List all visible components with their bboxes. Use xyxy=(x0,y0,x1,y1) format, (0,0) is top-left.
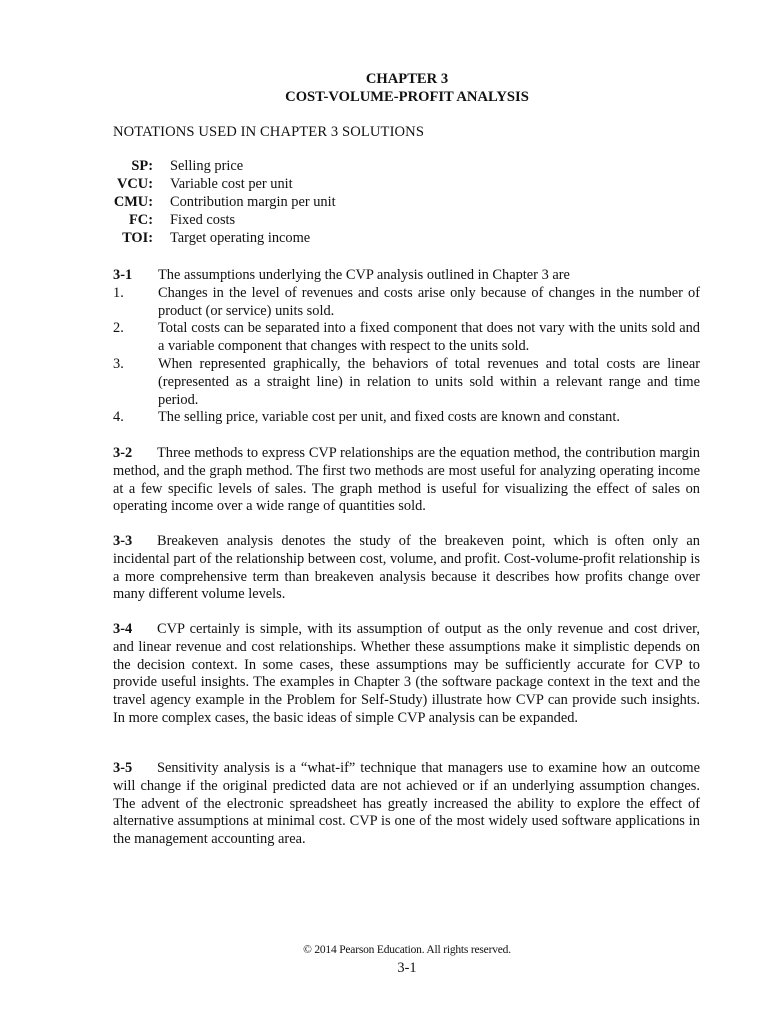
notations-heading: NOTATIONS USED IN CHAPTER 3 SOLUTIONS xyxy=(113,124,425,140)
chapter-number: CHAPTER 3 xyxy=(365,71,449,87)
list-item-text: When represented graphically, the behaviors of total revenues and total costs are linear (represented as a straight line) in relation to units sold within a relevant range and time period. xyxy=(158,355,700,408)
notation-abbr: VCU: xyxy=(117,175,153,192)
question-intro xyxy=(113,267,700,285)
question-number: 3-4 xyxy=(113,621,133,637)
notation-abbr: FC: xyxy=(129,211,153,228)
notation-abbr: TOI: xyxy=(122,229,153,246)
notation-meaning: Variable cost per unit xyxy=(170,175,293,192)
chapter-title: COST-VOLUME-PROFIT ANALYSIS xyxy=(285,89,529,105)
notation-meaning: Fixed costs xyxy=(170,211,236,228)
question-text: Sensitivity analysis is a “what-if” technique that managers use to examine how an outcome will change if the original predicted data are not achieved or if an underlying assumption changes. The advent of the electronic spreadsheet has greatly increased the ability to explore the effect of alternative assumptions at minimal cost. CVP is one of the most widely used software applications in the management accounting area. xyxy=(113,760,700,848)
notations-list xyxy=(110,158,510,247)
list-item-number: 4. xyxy=(113,409,124,426)
list-item-text: Changes in the level of revenues and costs arise only because of changes in the number of product (or service) units sold. xyxy=(158,284,700,319)
question-number: 3-5 xyxy=(113,760,133,776)
notation-row xyxy=(110,176,510,194)
question-text: CVP certainly is simple, with its assumption of output as the only revenue and cost driver, and linear revenue and cost relationships. Whether these assumptions make it simplistic depends on the decision context. In some cases, these assumptions may be sufficiently accurate for CVP to provide useful insights. The examples in Chapter 3 (the software package context in the text and the travel agency example in the Problem for Self-Study) illustrate how CVP can provide such insights. In more complex cases, the basic ideas of simple CVP analysis can be expanded. xyxy=(113,621,700,726)
notation-row xyxy=(110,212,510,230)
question-intro-text: The assumptions underlying the CVP analysis outlined in Chapter 3 are xyxy=(158,267,570,283)
list-item-text: Total costs can be separated into a fixed component that does not vary with the units sold and a variable component that changes with respect to the units sold. xyxy=(158,320,700,355)
question-text: Breakeven analysis denotes the study of the breakeven point, which is often only an incidental part of the relationship between cost, volume, and profit. Cost-volume-profit relationship is a more comprehensive term than breakeven analysis because it describes how profits change over many different volume levels. xyxy=(113,533,700,603)
question-3-4 xyxy=(113,621,700,728)
notation-row xyxy=(110,230,510,248)
question-3-5 xyxy=(113,760,700,849)
notation-meaning: Selling price xyxy=(170,158,244,174)
question-number: 3-2 xyxy=(113,445,133,461)
notation-abbr: SP: xyxy=(131,158,153,174)
question-text: Three methods to express CVP relationships are the equation method, the contribution margin method, and the graph method. The first two methods are most useful for analyzing operating income at a few specific levels of sales. The graph method is useful for visualizing the effect of sales on operating income over a wide range of quantities sold. xyxy=(113,445,700,515)
copyright-notice: © 2014 Pearson Education. All rights reserved. xyxy=(303,944,511,956)
notation-meaning: Target operating income xyxy=(170,229,311,246)
question-3-2 xyxy=(113,445,700,516)
list-item xyxy=(113,320,700,356)
question-3-3 xyxy=(113,533,700,604)
notation-row xyxy=(110,194,510,212)
notation-abbr: CMU: xyxy=(113,193,153,210)
question-3-1 xyxy=(113,267,700,427)
list-item-text: The selling price, variable cost per unit, and fixed costs are known and constant. xyxy=(158,409,620,426)
question-number: 3-1 xyxy=(113,267,133,283)
list-item-number: 3. xyxy=(113,355,124,372)
question-number: 3-3 xyxy=(113,533,133,549)
notation-row xyxy=(110,158,510,176)
list-item xyxy=(113,409,700,427)
notation-meaning: Contribution margin per unit xyxy=(170,193,336,210)
list-item-number: 2. xyxy=(113,320,124,337)
page-number: 3-1 xyxy=(397,960,417,976)
list-item-number: 1. xyxy=(113,284,124,301)
list-item xyxy=(113,356,700,409)
list-item xyxy=(113,285,700,321)
